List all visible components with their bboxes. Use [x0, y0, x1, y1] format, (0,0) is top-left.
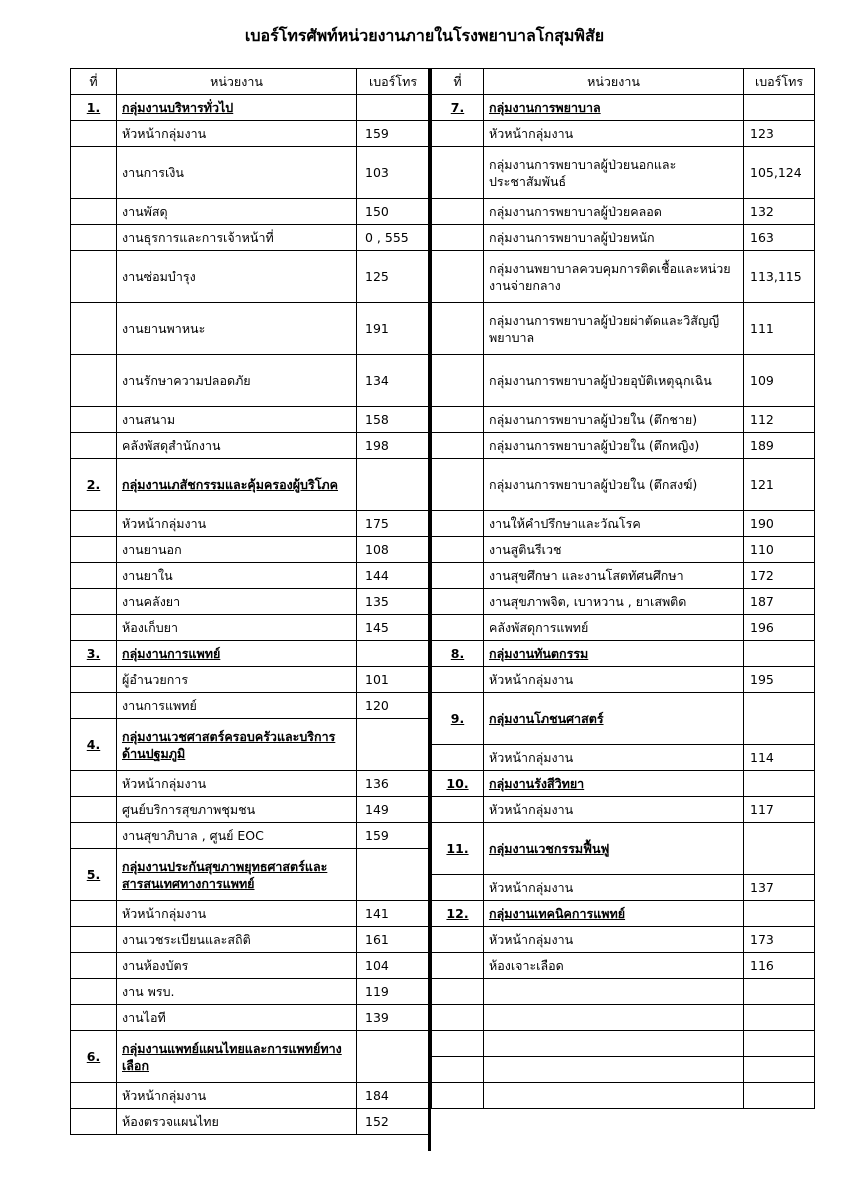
phone-number: 117 — [744, 797, 815, 823]
unit-name: หัวหน้ากลุ่มงาน — [484, 667, 744, 693]
table-row — [432, 459, 815, 511]
phone-number: 152 — [357, 1109, 430, 1135]
header-phone: เบอร์โทร — [744, 69, 815, 95]
unit-name: กลุ่มงานประกันสุขภาพยุทธศาสตร์และสารสนเทศทางการแพทย์ — [117, 849, 357, 901]
row-number — [71, 797, 117, 823]
row-number — [432, 1005, 484, 1031]
phone-number — [744, 1083, 815, 1109]
table-row — [432, 407, 815, 433]
table-row — [432, 225, 815, 251]
row-number — [71, 225, 117, 251]
row-number — [432, 979, 484, 1005]
table-row — [432, 355, 815, 407]
unit-name: กลุ่มงานการพยาบาล — [484, 95, 744, 121]
unit-name: งานไอที — [117, 1005, 357, 1031]
phone-number: 111 — [744, 303, 815, 355]
phone-number: 191 — [357, 303, 430, 355]
row-number — [432, 563, 484, 589]
unit-name: หัวหน้ากลุ่มงาน — [117, 511, 357, 537]
phone-number: 184 — [357, 1083, 430, 1109]
table-row — [71, 1005, 430, 1031]
unit-name: งานยานอก — [117, 537, 357, 563]
row-number — [432, 537, 484, 563]
phone-number: 144 — [357, 563, 430, 589]
phone-number: 173 — [744, 927, 815, 953]
row-number — [432, 1083, 484, 1109]
phone-number — [744, 771, 815, 797]
unit-name: กลุ่มงานการพยาบาลผู้ป่วยใน (ตึกหญิง) — [484, 433, 744, 459]
unit-name: กลุ่มงานเทคนิคการแพทย์ — [484, 901, 744, 927]
table-row — [432, 303, 815, 355]
empty-row — [432, 1005, 815, 1031]
empty-row — [432, 979, 815, 1005]
phone-number — [357, 719, 430, 771]
table-row — [71, 251, 430, 303]
unit-name: หัวหน้ากลุ่มงาน — [484, 875, 744, 901]
phone-number: 139 — [357, 1005, 430, 1031]
table-row — [432, 667, 815, 693]
table-row — [71, 823, 430, 849]
table-row — [432, 511, 815, 537]
unit-name: งานสุขศึกษา และงานโสตทัศนศึกษา — [484, 563, 744, 589]
phone-number: 110 — [744, 537, 815, 563]
row-number: 6. — [71, 1031, 117, 1083]
row-number: 9. — [432, 693, 484, 745]
phone-number — [357, 641, 430, 667]
row-number — [71, 433, 117, 459]
row-number — [71, 589, 117, 615]
table-row — [71, 121, 430, 147]
unit-name: หัวหน้ากลุ่มงาน — [117, 901, 357, 927]
phone-number — [744, 1031, 815, 1057]
phone-number: 123 — [744, 121, 815, 147]
unit-name: งานการเงิน — [117, 147, 357, 199]
table-row — [71, 225, 430, 251]
unit-name: งานสุขาภิบาล , ศูนย์ EOC — [117, 823, 357, 849]
phone-number: 150 — [357, 199, 430, 225]
phone-number — [744, 901, 815, 927]
unit-name: คลังพัสดุสำนักงาน — [117, 433, 357, 459]
group-row — [71, 1031, 430, 1083]
empty-row — [432, 1083, 815, 1109]
unit-name: กลุ่มงานการพยาบาลผู้ป่วยอุบัติเหตุฉุกเฉิน — [484, 355, 744, 407]
row-number — [71, 1109, 117, 1135]
table-row — [432, 537, 815, 563]
phone-number: 136 — [357, 771, 430, 797]
table-row — [71, 355, 430, 407]
unit-name: งาน พรบ. — [117, 979, 357, 1005]
row-number — [432, 615, 484, 641]
phone-number — [357, 1031, 430, 1083]
unit-name: กลุ่มงานการพยาบาลผู้ป่วยใน (ตึกชาย) — [484, 407, 744, 433]
table-row — [71, 199, 430, 225]
table-row — [71, 901, 430, 927]
phone-number — [357, 459, 430, 511]
group-row — [71, 849, 430, 901]
row-number — [71, 927, 117, 953]
phone-number: 163 — [744, 225, 815, 251]
unit-name: กลุ่มงานเวชกรรมฟื้นฟู — [484, 823, 744, 875]
unit-name: งานซ่อมบำรุง — [117, 251, 357, 303]
table-row — [432, 615, 815, 641]
row-number: 8. — [432, 641, 484, 667]
unit-name: กลุ่มงานพยาบาลควบคุมการติดเชื้อและหน่วยงานจ่ายกลาง — [484, 251, 744, 303]
row-number — [432, 407, 484, 433]
row-number — [71, 251, 117, 303]
row-number — [71, 563, 117, 589]
row-number: 10. — [432, 771, 484, 797]
table-row — [432, 927, 815, 953]
row-number — [432, 355, 484, 407]
unit-name: หัวหน้ากลุ่มงาน — [484, 745, 744, 771]
unit-name: กลุ่มงานเวชศาสตร์ครอบครัวและบริการด้านปฐมภูมิ — [117, 719, 357, 771]
unit-name: ผู้อำนวยการ — [117, 667, 357, 693]
unit-name: กลุ่มงานทันตกรรม — [484, 641, 744, 667]
phone-number: 119 — [357, 979, 430, 1005]
group-row — [432, 641, 815, 667]
unit-name: งานสนาม — [117, 407, 357, 433]
group-row — [71, 641, 430, 667]
unit-name: กลุ่มงานการพยาบาลผู้ป่วยใน (ตึกสงฆ์) — [484, 459, 744, 511]
header-no: ที่ — [71, 69, 117, 95]
phone-number: 196 — [744, 615, 815, 641]
phone-number — [744, 979, 815, 1005]
table-row — [432, 797, 815, 823]
row-number — [71, 199, 117, 225]
row-number: 2. — [71, 459, 117, 511]
row-number — [71, 667, 117, 693]
row-number — [432, 199, 484, 225]
row-number — [71, 979, 117, 1005]
phone-number: 125 — [357, 251, 430, 303]
row-number — [432, 953, 484, 979]
table-row — [432, 875, 815, 901]
unit-name: งานยานพาหนะ — [117, 303, 357, 355]
unit-name: งานการแพทย์ — [117, 693, 357, 719]
phone-number — [357, 95, 430, 121]
phone-number — [357, 849, 430, 901]
group-row — [432, 693, 815, 745]
header-row — [71, 69, 430, 95]
header-row — [432, 69, 815, 95]
phone-number: 149 — [357, 797, 430, 823]
table-row — [71, 797, 430, 823]
row-number: 7. — [432, 95, 484, 121]
table-row — [71, 147, 430, 199]
table-row — [432, 121, 815, 147]
row-number — [432, 121, 484, 147]
phone-number: 135 — [357, 589, 430, 615]
row-number — [71, 615, 117, 641]
unit-name — [484, 1057, 744, 1083]
group-row — [71, 95, 430, 121]
phone-number: 145 — [357, 615, 430, 641]
unit-name: กลุ่มงานการแพทย์ — [117, 641, 357, 667]
phone-number: 141 — [357, 901, 430, 927]
phone-number — [744, 823, 815, 875]
unit-name — [484, 1005, 744, 1031]
unit-name: งานให้คำปรึกษาและวัณโรค — [484, 511, 744, 537]
row-number — [71, 511, 117, 537]
row-number — [432, 1057, 484, 1083]
row-number: 11. — [432, 823, 484, 875]
phone-number: 187 — [744, 589, 815, 615]
phone-number: 113,115 — [744, 251, 815, 303]
phone-number: 112 — [744, 407, 815, 433]
unit-name: งานยาใน — [117, 563, 357, 589]
table-row — [432, 199, 815, 225]
phone-number: 103 — [357, 147, 430, 199]
empty-row — [432, 1031, 815, 1057]
table-row — [71, 953, 430, 979]
unit-name: ห้องเก็บยา — [117, 615, 357, 641]
table-row — [71, 589, 430, 615]
phone-number: 158 — [357, 407, 430, 433]
unit-name: หัวหน้ากลุ่มงาน — [484, 927, 744, 953]
header-unit: หน่วยงาน — [117, 69, 357, 95]
phone-number: 0 , 555 — [357, 225, 430, 251]
unit-name — [484, 1083, 744, 1109]
header-phone: เบอร์โทร — [357, 69, 430, 95]
table-row — [432, 563, 815, 589]
row-number — [71, 823, 117, 849]
row-number — [71, 771, 117, 797]
unit-name: หัวหน้ากลุ่มงาน — [484, 121, 744, 147]
group-row — [432, 901, 815, 927]
table-row — [432, 251, 815, 303]
group-row — [432, 95, 815, 121]
unit-name: ห้องตรวจแผนไทย — [117, 1109, 357, 1135]
phone-number: 132 — [744, 199, 815, 225]
table-row — [71, 511, 430, 537]
table-row — [71, 537, 430, 563]
table-row — [71, 927, 430, 953]
table-row — [71, 1083, 430, 1109]
row-number — [71, 1083, 117, 1109]
row-number: 5. — [71, 849, 117, 901]
unit-name: กลุ่มงานรังสีวิทยา — [484, 771, 744, 797]
phone-number: 120 — [357, 693, 430, 719]
table-row — [432, 953, 815, 979]
unit-name: กลุ่มงานการพยาบาลผู้ป่วยผ่าตัดและวิสัญญีพยาบาล — [484, 303, 744, 355]
phone-number: 137 — [744, 875, 815, 901]
table-row — [432, 589, 815, 615]
table-row — [71, 433, 430, 459]
unit-name: ศูนย์บริการสุขภาพชุมชน — [117, 797, 357, 823]
row-number — [432, 875, 484, 901]
table-row — [71, 693, 430, 719]
unit-name: กลุ่มงานการพยาบาลผู้ป่วยนอกและประชาสัมพันธ์ — [484, 147, 744, 199]
unit-name: งานรักษาความปลอดภัย — [117, 355, 357, 407]
row-number — [71, 537, 117, 563]
row-number — [71, 407, 117, 433]
row-number — [432, 303, 484, 355]
group-row — [432, 823, 815, 875]
phone-number — [744, 641, 815, 667]
right-phone-table — [431, 68, 815, 1109]
phone-number: 198 — [357, 433, 430, 459]
table-row — [71, 303, 430, 355]
phone-number: 195 — [744, 667, 815, 693]
row-number — [71, 953, 117, 979]
phone-number: 159 — [357, 121, 430, 147]
unit-name: งานสูตินรีเวช — [484, 537, 744, 563]
table-row — [71, 771, 430, 797]
table-row — [71, 407, 430, 433]
phone-number: 190 — [744, 511, 815, 537]
table-row — [71, 979, 430, 1005]
unit-name — [484, 979, 744, 1005]
phone-number: 114 — [744, 745, 815, 771]
row-number — [432, 459, 484, 511]
phone-number: 109 — [744, 355, 815, 407]
unit-name: กลุ่มงานเภสัชกรรมและคุ้มครองผู้บริโภค — [117, 459, 357, 511]
phone-number: 161 — [357, 927, 430, 953]
unit-name: กลุ่มงานโภชนศาสตร์ — [484, 693, 744, 745]
unit-name: งานสุขภาพจิต, เบาหวาน , ยาเสพติด — [484, 589, 744, 615]
phone-number: 104 — [357, 953, 430, 979]
row-number — [71, 147, 117, 199]
row-number — [432, 251, 484, 303]
row-number: 4. — [71, 719, 117, 771]
row-number — [432, 433, 484, 459]
row-number — [71, 1005, 117, 1031]
unit-name: งานธุรการและการเจ้าหน้าที่ — [117, 225, 357, 251]
unit-name: หัวหน้ากลุ่มงาน — [117, 771, 357, 797]
phone-number: 134 — [357, 355, 430, 407]
unit-name — [484, 1031, 744, 1057]
unit-name: กลุ่มงานการพยาบาลผู้ป่วยหนัก — [484, 225, 744, 251]
unit-name: งานห้องบัตร — [117, 953, 357, 979]
row-number — [432, 797, 484, 823]
phone-number: 101 — [357, 667, 430, 693]
row-number — [432, 927, 484, 953]
unit-name: กลุ่มงานการพยาบาลผู้ป่วยคลอด — [484, 199, 744, 225]
phone-number: 159 — [357, 823, 430, 849]
unit-name: กลุ่มงานบริหารทั่วไป — [117, 95, 357, 121]
phone-number: 175 — [357, 511, 430, 537]
unit-name: งานคลังยา — [117, 589, 357, 615]
table-row — [432, 745, 815, 771]
phone-number: 105,124 — [744, 147, 815, 199]
table-row — [432, 433, 815, 459]
phone-number — [744, 1057, 815, 1083]
unit-name: หัวหน้ากลุ่มงาน — [117, 121, 357, 147]
left-phone-table — [70, 68, 430, 1135]
page-title: เบอร์โทรศัพท์หน่วยงานภายในโรงพยาบาลโกสุมพิสัย — [244, 26, 605, 45]
phone-number — [744, 693, 815, 745]
phone-number: 121 — [744, 459, 815, 511]
phone-number — [744, 95, 815, 121]
row-number — [71, 355, 117, 407]
group-row — [71, 459, 430, 511]
row-number: 3. — [71, 641, 117, 667]
table-row — [71, 667, 430, 693]
row-number — [432, 511, 484, 537]
row-number — [432, 147, 484, 199]
row-number — [432, 589, 484, 615]
phone-number: 108 — [357, 537, 430, 563]
row-number — [71, 303, 117, 355]
unit-name: กลุ่มงานแพทย์แผนไทยและการแพทย์ทางเลือก — [117, 1031, 357, 1083]
row-number — [432, 225, 484, 251]
table-row — [71, 1109, 430, 1135]
unit-name: งานเวชระเบียนและสถิติ — [117, 927, 357, 953]
header-no: ที่ — [432, 69, 484, 95]
table-row — [71, 615, 430, 641]
row-number — [71, 121, 117, 147]
empty-row — [432, 1057, 815, 1083]
unit-name: ห้องเจาะเลือด — [484, 953, 744, 979]
phone-number: 116 — [744, 953, 815, 979]
unit-name: หัวหน้ากลุ่มงาน — [484, 797, 744, 823]
table-row — [432, 147, 815, 199]
row-number — [71, 693, 117, 719]
group-row — [71, 719, 430, 771]
group-row — [432, 771, 815, 797]
header-unit: หน่วยงาน — [484, 69, 744, 95]
row-number: 12. — [432, 901, 484, 927]
phone-number — [744, 1005, 815, 1031]
phone-number: 172 — [744, 563, 815, 589]
unit-name: งานพัสดุ — [117, 199, 357, 225]
row-number — [432, 667, 484, 693]
table-row — [71, 563, 430, 589]
row-number — [71, 901, 117, 927]
unit-name: คลังพัสดุการแพทย์ — [484, 615, 744, 641]
row-number — [432, 1031, 484, 1057]
unit-name: หัวหน้ากลุ่มงาน — [117, 1083, 357, 1109]
row-number — [432, 745, 484, 771]
row-number: 1. — [71, 95, 117, 121]
phone-number: 189 — [744, 433, 815, 459]
